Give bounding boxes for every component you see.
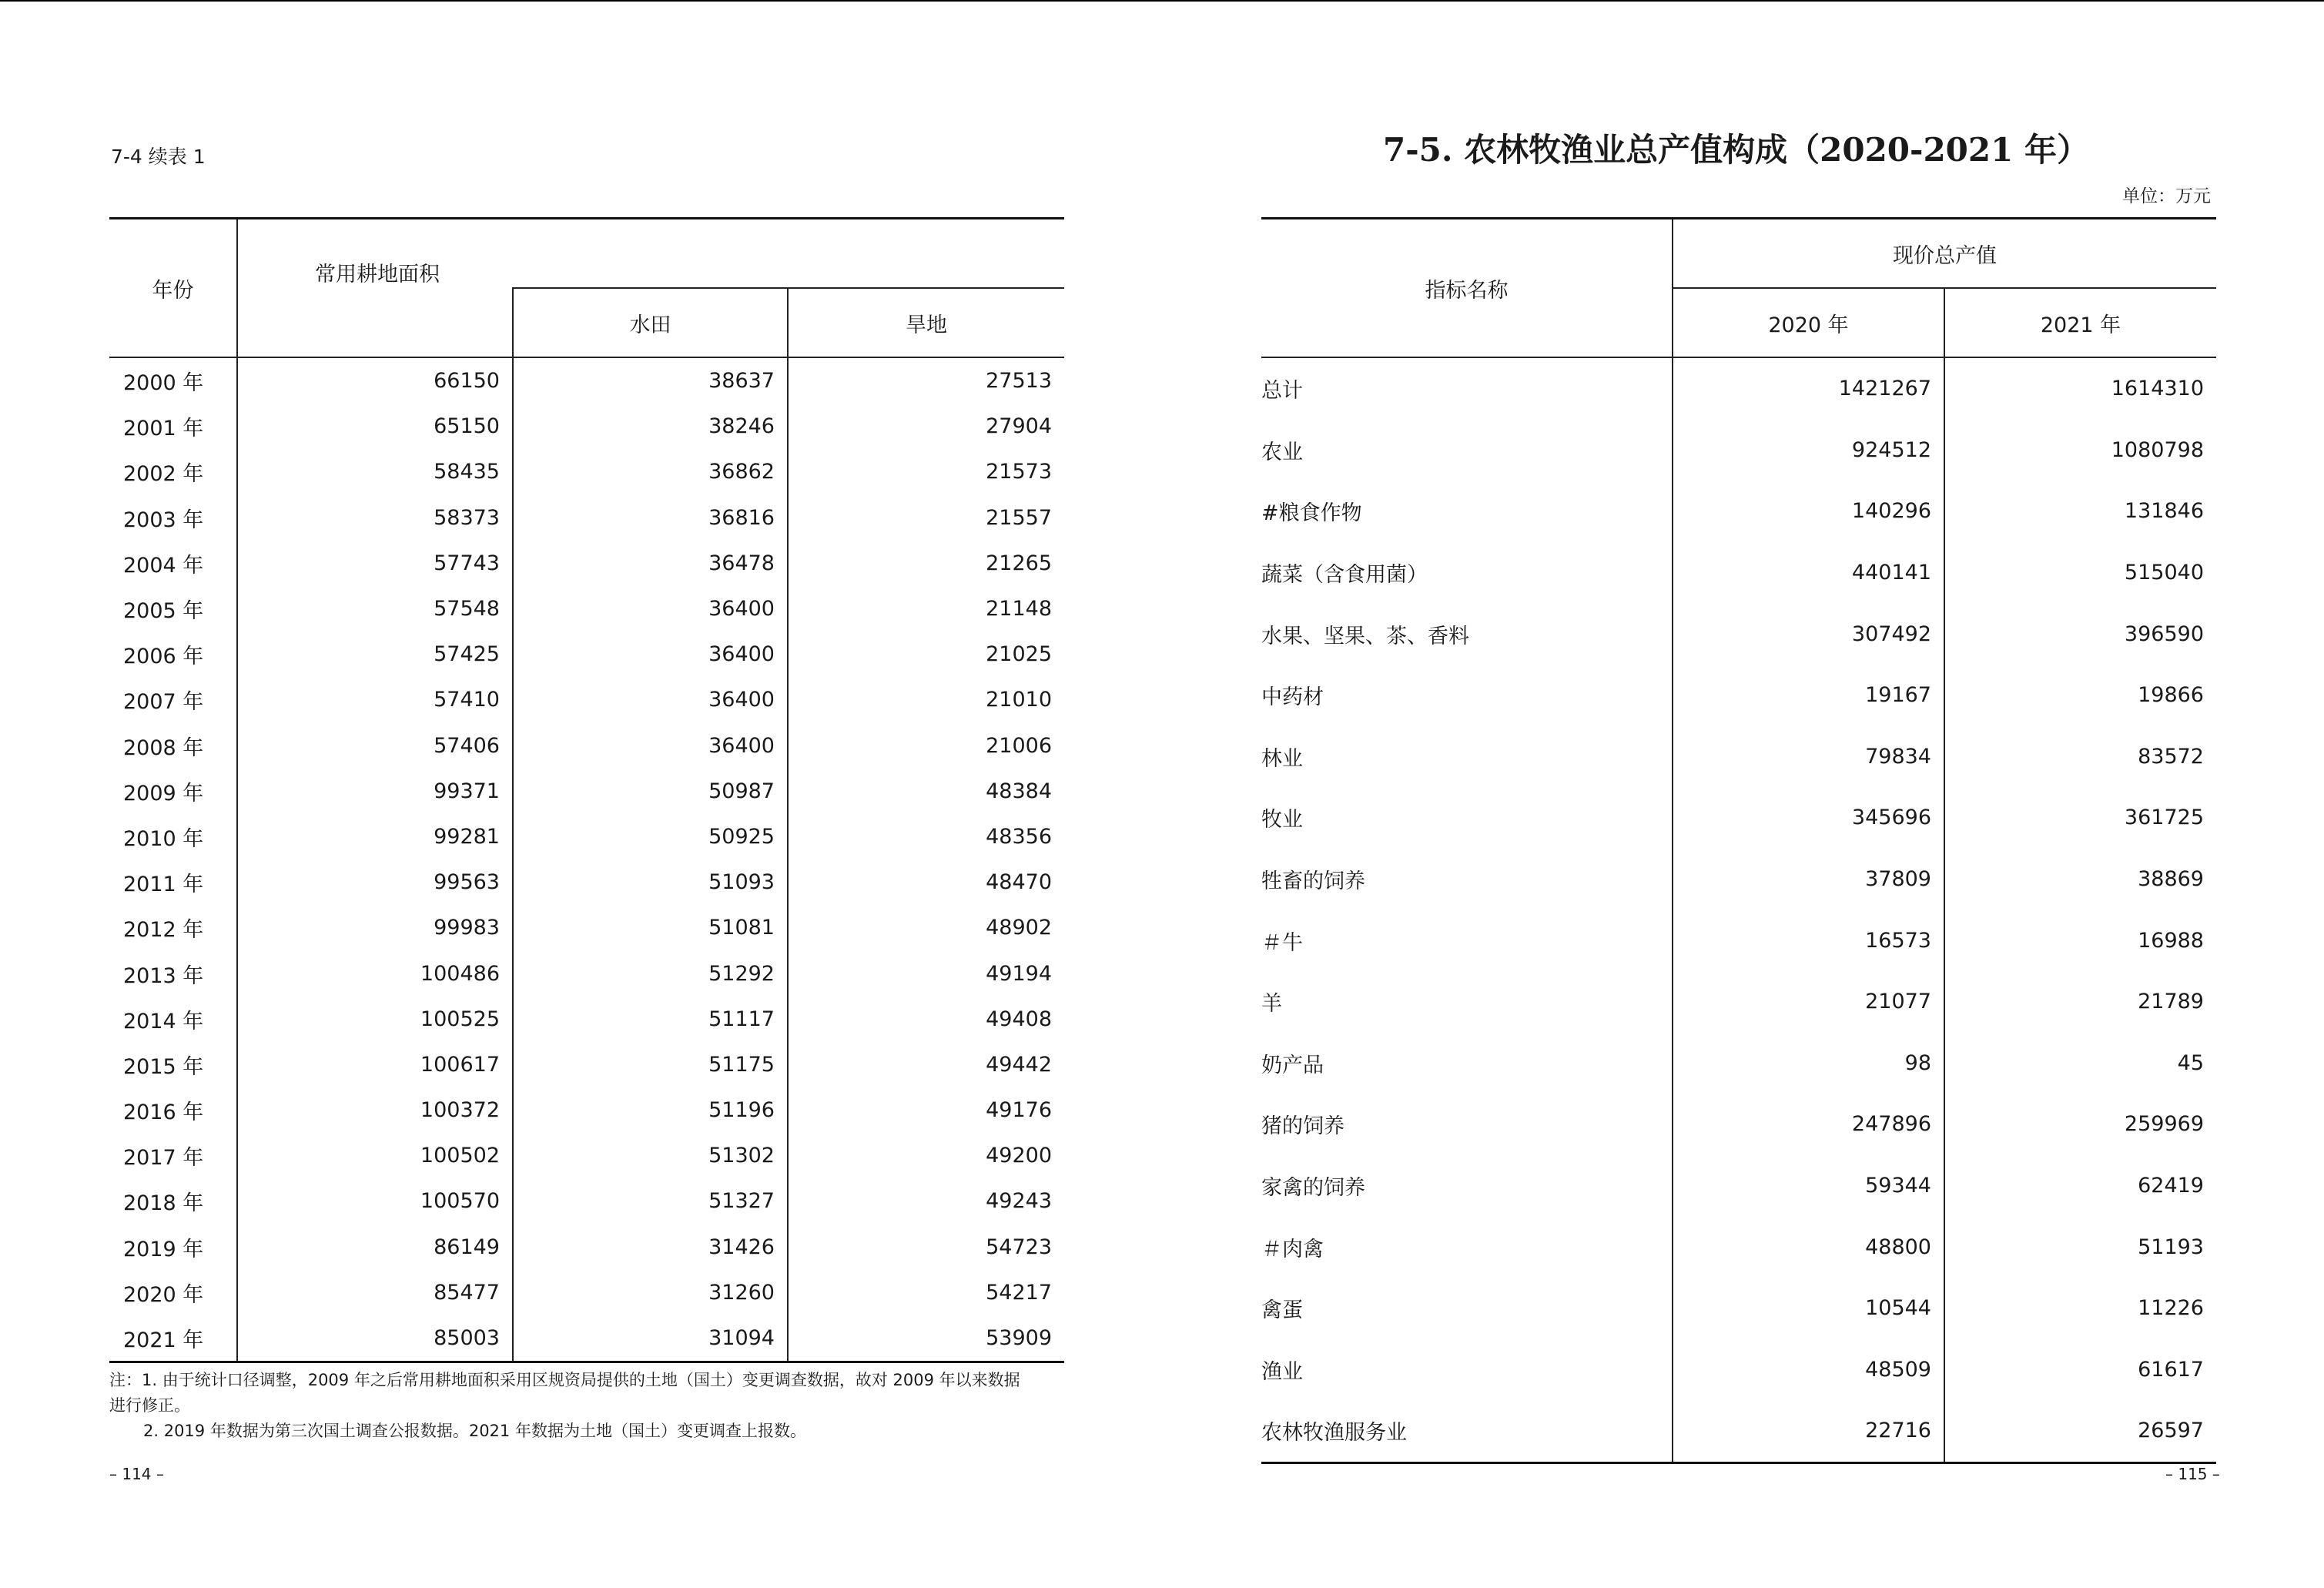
table-row bbox=[109, 814, 1064, 859]
paddy-cell: 51093 bbox=[513, 859, 788, 905]
paddy-cell: 31260 bbox=[513, 1270, 788, 1315]
total-area-cell: 86149 bbox=[237, 1225, 513, 1270]
value-2020-cell: 48800 bbox=[1673, 1216, 1944, 1278]
year-cell: 2009 年 bbox=[123, 781, 204, 806]
indicator-name-cell: 水果、坚果、茶、香料 bbox=[1261, 624, 1469, 648]
value-2021-cell: 11226 bbox=[1944, 1278, 2216, 1339]
header-current-price: 现价总产值 bbox=[1673, 219, 2216, 289]
dry-cell: 21573 bbox=[788, 449, 1064, 494]
indicator-name-cell: 蔬菜（含食用菌） bbox=[1261, 563, 1428, 588]
note-line-3: 2. 2019 年数据为第三次国土调查公报数据。2021 年数据为土地（国土）变更调查上报数。 bbox=[143, 1422, 806, 1440]
year-cell: 2000 年 bbox=[123, 371, 204, 396]
total-area-cell: 100570 bbox=[237, 1178, 513, 1224]
indicator-name-cell: 家禽的饲养 bbox=[1261, 1176, 1365, 1201]
dry-cell: 54723 bbox=[788, 1225, 1064, 1270]
value-2021-cell: 45 bbox=[1944, 1033, 2216, 1094]
indicator-name-cell: 羊 bbox=[1261, 992, 1282, 1017]
value-2020-cell: 140296 bbox=[1673, 481, 1944, 542]
value-2021-cell: 83572 bbox=[1944, 726, 2216, 788]
value-2021-cell: 61617 bbox=[1944, 1339, 2216, 1401]
total-area-cell: 100525 bbox=[237, 997, 513, 1042]
table-row bbox=[1261, 357, 2216, 420]
total-area-cell: 58373 bbox=[237, 495, 513, 541]
indicator-name-cell: 中药材 bbox=[1261, 685, 1324, 710]
paddy-cell: 36400 bbox=[513, 632, 788, 677]
year-cell: 2020 年 bbox=[123, 1282, 204, 1307]
paddy-cell: 51327 bbox=[513, 1178, 788, 1224]
table-notes bbox=[109, 1368, 1068, 1444]
indicator-name-cell: ＃牛 bbox=[1261, 930, 1303, 955]
paddy-cell: 31094 bbox=[513, 1315, 788, 1362]
value-2020-cell: 10544 bbox=[1673, 1278, 1944, 1339]
value-2021-cell: 38869 bbox=[1944, 849, 2216, 910]
dry-cell: 21265 bbox=[788, 541, 1064, 586]
total-area-cell: 57410 bbox=[237, 677, 513, 722]
table-row bbox=[1261, 1339, 2216, 1401]
table-row bbox=[1261, 1155, 2216, 1217]
paddy-cell: 36400 bbox=[513, 723, 788, 769]
paddy-cell: 51117 bbox=[513, 997, 788, 1042]
year-cell: 2005 年 bbox=[123, 599, 204, 624]
table-row bbox=[109, 950, 1064, 996]
table-row bbox=[1261, 849, 2216, 910]
year-cell: 2018 年 bbox=[123, 1191, 204, 1216]
table-row bbox=[109, 859, 1064, 905]
value-2021-cell: 62419 bbox=[1944, 1155, 2216, 1217]
year-cell: 2007 年 bbox=[123, 690, 204, 715]
year-cell: 2006 年 bbox=[123, 645, 204, 669]
total-area-cell: 85003 bbox=[237, 1315, 513, 1362]
page-number-left: – 114 – bbox=[109, 1465, 164, 1483]
value-2020-cell: 247896 bbox=[1673, 1094, 1944, 1155]
value-2021-cell: 51193 bbox=[1944, 1216, 2216, 1278]
dry-cell: 54217 bbox=[788, 1270, 1064, 1315]
year-cell: 2017 年 bbox=[123, 1146, 204, 1171]
total-area-cell: 99983 bbox=[237, 905, 513, 950]
dry-cell: 48356 bbox=[788, 814, 1064, 859]
page-title: 7-5. 农林牧渔业总产值构成（2020-2021 年） bbox=[1383, 131, 2089, 169]
note-line-2: 进行修正。 bbox=[109, 1396, 190, 1415]
dry-cell: 21010 bbox=[788, 677, 1064, 722]
paddy-cell: 36862 bbox=[513, 449, 788, 494]
table-row bbox=[1261, 1033, 2216, 1094]
value-2020-cell: 307492 bbox=[1673, 603, 1944, 665]
year-cell: 2015 年 bbox=[123, 1054, 204, 1079]
table-row bbox=[1261, 1278, 2216, 1339]
paddy-cell: 36400 bbox=[513, 586, 788, 632]
note-line-1: 注：1. 由于统计口径调整，2009 年之后常用耕地面积采用区规资局提供的土地（国土）变更调查数据，故对 2009 年以来数据 bbox=[109, 1371, 1020, 1389]
dry-cell: 53909 bbox=[788, 1315, 1064, 1362]
total-area-cell: 57425 bbox=[237, 632, 513, 677]
year-cell: 2016 年 bbox=[123, 1101, 204, 1125]
table-row bbox=[1261, 787, 2216, 849]
dry-cell: 49176 bbox=[788, 1087, 1064, 1133]
total-area-cell: 57548 bbox=[237, 586, 513, 632]
value-2020-cell: 21077 bbox=[1673, 971, 1944, 1033]
value-2020-cell: 16573 bbox=[1673, 910, 1944, 971]
value-2021-cell: 1614310 bbox=[1944, 357, 2216, 420]
table-row bbox=[1261, 726, 2216, 788]
dry-cell: 21025 bbox=[788, 632, 1064, 677]
table-row bbox=[109, 677, 1064, 722]
paddy-cell: 38246 bbox=[513, 404, 788, 449]
total-area-cell: 66150 bbox=[237, 357, 513, 404]
year-cell: 2003 年 bbox=[123, 508, 204, 532]
paddy-cell: 51196 bbox=[513, 1087, 788, 1133]
indicator-name-cell: 禽蛋 bbox=[1261, 1298, 1303, 1323]
value-2020-cell: 1421267 bbox=[1673, 357, 1944, 420]
value-2020-cell: 19167 bbox=[1673, 665, 1944, 726]
value-2021-cell: 19866 bbox=[1944, 665, 2216, 726]
value-2021-cell: 361725 bbox=[1944, 787, 2216, 849]
unit-label: 单位：万元 bbox=[2122, 186, 2211, 206]
table-row bbox=[1261, 420, 2216, 481]
indicator-name-cell: #粮食作物 bbox=[1261, 501, 1362, 526]
table-row bbox=[109, 1270, 1064, 1315]
table-row bbox=[109, 404, 1064, 449]
table-caption: 7-4 续表 1 bbox=[111, 146, 206, 168]
table-row bbox=[109, 586, 1064, 632]
indicator-name-cell: ＃肉禽 bbox=[1261, 1237, 1324, 1261]
dry-cell: 49200 bbox=[788, 1133, 1064, 1178]
total-area-cell: 57406 bbox=[237, 723, 513, 769]
page-number-right: – 115 – bbox=[2165, 1465, 2220, 1483]
dry-cell: 49442 bbox=[788, 1042, 1064, 1087]
year-cell: 2021 年 bbox=[123, 1328, 204, 1353]
year-cell: 2019 年 bbox=[123, 1237, 204, 1261]
page-top-edge bbox=[0, 0, 2324, 2]
dry-cell: 49243 bbox=[788, 1178, 1064, 1224]
indicator-name-cell: 猪的饲养 bbox=[1261, 1114, 1345, 1139]
farmland-area-table bbox=[109, 217, 1064, 1363]
total-area-cell: 58435 bbox=[237, 449, 513, 494]
indicator-name-cell: 奶产品 bbox=[1261, 1053, 1324, 1077]
total-area-cell: 100486 bbox=[237, 950, 513, 996]
dry-cell: 21148 bbox=[788, 586, 1064, 632]
table-row bbox=[109, 357, 1064, 404]
indicator-name-cell: 牧业 bbox=[1261, 808, 1303, 833]
total-area-cell: 85477 bbox=[237, 1270, 513, 1315]
value-2020-cell: 924512 bbox=[1673, 420, 1944, 481]
table-row bbox=[109, 769, 1064, 814]
table-row bbox=[109, 541, 1064, 586]
value-2021-cell: 26597 bbox=[1944, 1400, 2216, 1462]
value-2020-cell: 98 bbox=[1673, 1033, 1944, 1094]
year-cell: 2011 年 bbox=[123, 873, 204, 897]
table-row bbox=[1261, 603, 2216, 665]
value-2020-cell: 59344 bbox=[1673, 1155, 1944, 1217]
table-row bbox=[109, 495, 1064, 541]
year-cell: 2002 年 bbox=[123, 462, 204, 487]
value-2021-cell: 515040 bbox=[1944, 542, 2216, 604]
total-area-cell: 99563 bbox=[237, 859, 513, 905]
indicator-name-cell: 林业 bbox=[1261, 746, 1303, 771]
indicator-name-cell: 农林牧渔服务业 bbox=[1261, 1421, 1407, 1446]
dry-cell: 49194 bbox=[788, 950, 1064, 996]
table-row bbox=[109, 1178, 1064, 1224]
value-2021-cell: 21789 bbox=[1944, 971, 2216, 1033]
table-row bbox=[109, 1133, 1064, 1178]
table-row bbox=[109, 1087, 1064, 1133]
paddy-cell: 51081 bbox=[513, 905, 788, 950]
year-cell: 2001 年 bbox=[123, 417, 204, 441]
header-indicator-name: 指标名称 bbox=[1261, 219, 1673, 358]
paddy-cell: 38637 bbox=[513, 357, 788, 404]
header-2020: 2020 年 bbox=[1673, 288, 1944, 357]
header-total-area: 常用耕地面积 bbox=[237, 219, 1064, 289]
value-2021-cell: 16988 bbox=[1944, 910, 2216, 971]
total-area-cell: 65150 bbox=[237, 404, 513, 449]
dry-cell: 48902 bbox=[788, 905, 1064, 950]
header-year: 年份 bbox=[109, 219, 237, 358]
paddy-cell: 50925 bbox=[513, 814, 788, 859]
table-row bbox=[1261, 542, 2216, 604]
value-2020-cell: 37809 bbox=[1673, 849, 1944, 910]
value-2020-cell: 22716 bbox=[1673, 1400, 1944, 1462]
total-area-cell: 100372 bbox=[237, 1087, 513, 1133]
table-row bbox=[1261, 1400, 2216, 1462]
dry-cell: 21557 bbox=[788, 495, 1064, 541]
indicator-name-cell: 农业 bbox=[1261, 440, 1303, 464]
value-2020-cell: 440141 bbox=[1673, 542, 1944, 604]
table-row bbox=[109, 1042, 1064, 1087]
year-cell: 2013 年 bbox=[123, 963, 204, 988]
table-row bbox=[109, 1225, 1064, 1270]
year-cell: 2012 年 bbox=[123, 918, 204, 943]
paddy-cell: 36816 bbox=[513, 495, 788, 541]
table-row bbox=[109, 632, 1064, 677]
dry-cell: 27904 bbox=[788, 404, 1064, 449]
table-row bbox=[109, 449, 1064, 494]
value-2020-cell: 48509 bbox=[1673, 1339, 1944, 1401]
table-row bbox=[109, 1315, 1064, 1362]
dry-cell: 27513 bbox=[788, 357, 1064, 404]
paddy-cell: 50987 bbox=[513, 769, 788, 814]
indicator-name-cell: 渔业 bbox=[1261, 1359, 1303, 1384]
paddy-cell: 36400 bbox=[513, 677, 788, 722]
paddy-cell: 51292 bbox=[513, 950, 788, 996]
table-row bbox=[1261, 665, 2216, 726]
header-total-spacer bbox=[237, 288, 513, 357]
output-value-table bbox=[1261, 217, 2216, 1464]
paddy-cell: 36478 bbox=[513, 541, 788, 586]
header-2021: 2021 年 bbox=[1944, 288, 2216, 357]
indicator-name-cell: 牲畜的饲养 bbox=[1261, 869, 1365, 894]
table-row bbox=[1261, 1094, 2216, 1155]
total-area-cell: 99371 bbox=[237, 769, 513, 814]
header-paddy: 水田 bbox=[513, 288, 788, 357]
paddy-cell: 31426 bbox=[513, 1225, 788, 1270]
value-2020-cell: 79834 bbox=[1673, 726, 1944, 788]
total-area-cell: 57743 bbox=[237, 541, 513, 586]
table-row bbox=[1261, 1216, 2216, 1278]
year-cell: 2004 年 bbox=[123, 553, 204, 578]
dry-cell: 21006 bbox=[788, 723, 1064, 769]
dry-cell: 48470 bbox=[788, 859, 1064, 905]
paddy-cell: 51175 bbox=[513, 1042, 788, 1087]
table-row bbox=[109, 905, 1064, 950]
total-area-cell: 100617 bbox=[237, 1042, 513, 1087]
header-dry: 旱地 bbox=[788, 288, 1064, 357]
table-row bbox=[1261, 971, 2216, 1033]
dry-cell: 49408 bbox=[788, 997, 1064, 1042]
table-row bbox=[109, 723, 1064, 769]
table-row bbox=[1261, 481, 2216, 542]
year-cell: 2014 年 bbox=[123, 1009, 204, 1034]
indicator-name-cell: 总计 bbox=[1261, 379, 1303, 404]
value-2020-cell: 345696 bbox=[1673, 787, 1944, 849]
value-2021-cell: 396590 bbox=[1944, 603, 2216, 665]
total-area-cell: 99281 bbox=[237, 814, 513, 859]
table-row bbox=[109, 997, 1064, 1042]
year-cell: 2008 年 bbox=[123, 735, 204, 760]
table-row bbox=[1261, 910, 2216, 971]
total-area-cell: 100502 bbox=[237, 1133, 513, 1178]
value-2021-cell: 131846 bbox=[1944, 481, 2216, 542]
year-cell: 2010 年 bbox=[123, 826, 204, 851]
value-2021-cell: 259969 bbox=[1944, 1094, 2216, 1155]
dry-cell: 48384 bbox=[788, 769, 1064, 814]
paddy-cell: 51302 bbox=[513, 1133, 788, 1178]
value-2021-cell: 1080798 bbox=[1944, 420, 2216, 481]
